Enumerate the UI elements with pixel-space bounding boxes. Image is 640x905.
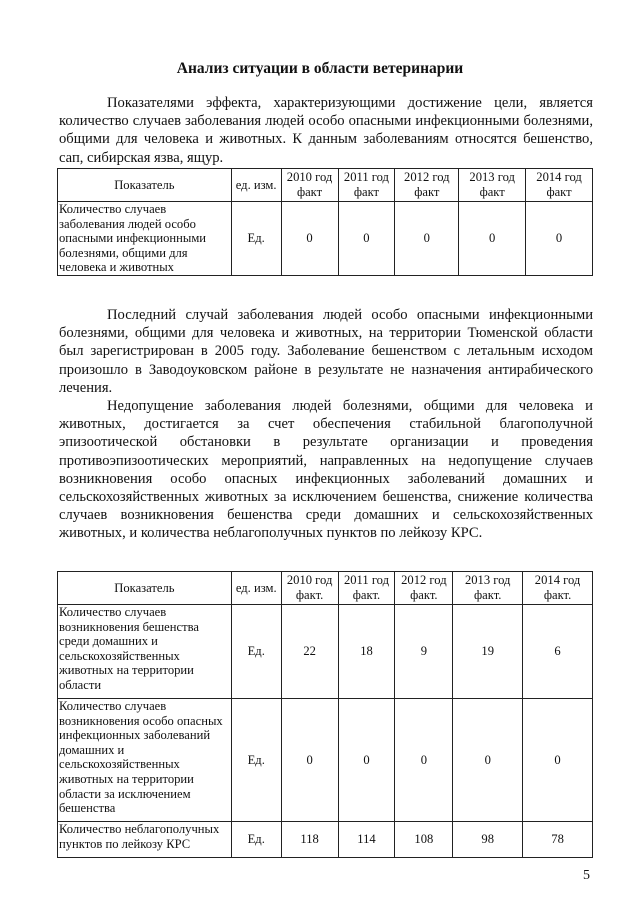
header-2013: 2013 год факт xyxy=(459,169,526,202)
header-2012: 2012 год факт. xyxy=(395,572,453,605)
history-paragraph xyxy=(59,306,593,397)
value-2010: 0 xyxy=(281,699,338,822)
value-2011: 114 xyxy=(338,822,395,858)
value-2010: 22 xyxy=(281,605,338,699)
header-2010: 2010 год факт. xyxy=(281,572,338,605)
value-2014: 6 xyxy=(523,605,593,699)
row-label: Количество случаев возникновения бешенства среди домашних и сельскохозяйственных животных на территории области xyxy=(58,605,232,699)
value-2013: 0 xyxy=(459,202,526,276)
header-unit: ед. изм. xyxy=(231,169,281,202)
animal-disease-table xyxy=(57,571,593,858)
row-label: Количество случаев заболевания людей особо опасными инфекционными болезнями, общими для человека и животных xyxy=(58,202,232,276)
header-2014: 2014 год факт. xyxy=(523,572,593,605)
header-2013: 2013 год факт. xyxy=(453,572,523,605)
header-2011: 2011 год факт xyxy=(338,169,395,202)
row-label: Количество случаев возникновения особо опасных инфекционных заболеваний домашних и сельскохозяйственных животных на территории области за исключением бешенства xyxy=(58,699,232,822)
value-2010: 118 xyxy=(281,822,338,858)
intro-paragraph xyxy=(59,94,593,167)
row-unit: Ед. xyxy=(231,202,281,276)
intro-paragraph-text: Показателями эффекта, характеризующими достижение цели, является количество случаев заболевания людей особо опасными инфекционными болезнями, общими для человека и животных. К данным заболеваниям относятся бешенство, сап, сибирская язва, ящур. xyxy=(59,95,593,166)
table-row xyxy=(58,605,593,699)
prevention-paragraph-text: Недопущение заболевания людей болезнями, общими для человека и животных, достигается за счет обеспечения стабильной благополучной эпизоотической обстановки в результате организации и проведения противоэпизоотических мероприятий, направленных на недопущение случаев возникновения особо опасных инфекционных заболеваний домашних и сельскохозяйственных животных за исключением бешенства, снижение количества случаев возникновения бешенства среди домашних и сельскохозяйственных животных, и количества неблагополучных пунктов по лейкозу КРС. xyxy=(59,398,593,542)
table-row xyxy=(58,822,593,858)
header-indicator: Показатель xyxy=(58,169,232,202)
table-header-row xyxy=(58,572,593,605)
header-2011: 2011 год факт. xyxy=(338,572,395,605)
value-2013: 98 xyxy=(453,822,523,858)
table-row xyxy=(58,202,593,276)
header-2010: 2010 год факт xyxy=(281,169,338,202)
value-2012: 108 xyxy=(395,822,453,858)
value-2014: 0 xyxy=(526,202,593,276)
page-title: Анализ ситуации в области ветеринарии xyxy=(176,60,464,77)
page-number: 5 xyxy=(583,868,590,883)
header-indicator: Показатель xyxy=(58,572,232,605)
header-2014: 2014 год факт xyxy=(526,169,593,202)
row-unit: Ед. xyxy=(231,605,281,699)
row-label: Количество неблагополучных пунктов по лейкозу КРС xyxy=(58,822,232,858)
row-unit: Ед. xyxy=(231,822,281,858)
header-unit: ед. изм. xyxy=(231,572,281,605)
history-paragraph-text: Последний случай заболевания людей особо опасными инфекционными болезнями, общими для человека и животных, на территории Тюменской области был зарегистрирован в 2005 году. Заболевание бешенством с летальным исходом произошло в Заводоуковском районе в результате не назначения антирабического лечения. xyxy=(59,307,593,396)
value-2013: 0 xyxy=(453,699,523,822)
table-header-row xyxy=(58,169,593,202)
value-2013: 19 xyxy=(453,605,523,699)
value-2012: 9 xyxy=(395,605,453,699)
value-2011: 18 xyxy=(338,605,395,699)
value-2012: 0 xyxy=(395,202,459,276)
value-2012: 0 xyxy=(395,699,453,822)
table-row xyxy=(58,699,593,822)
value-2014: 78 xyxy=(523,822,593,858)
value-2010: 0 xyxy=(281,202,338,276)
human-disease-table xyxy=(57,168,593,276)
value-2011: 0 xyxy=(338,202,395,276)
row-unit: Ед. xyxy=(231,699,281,822)
prevention-paragraph xyxy=(59,397,593,543)
header-2012: 2012 год факт xyxy=(395,169,459,202)
value-2011: 0 xyxy=(338,699,395,822)
value-2014: 0 xyxy=(523,699,593,822)
